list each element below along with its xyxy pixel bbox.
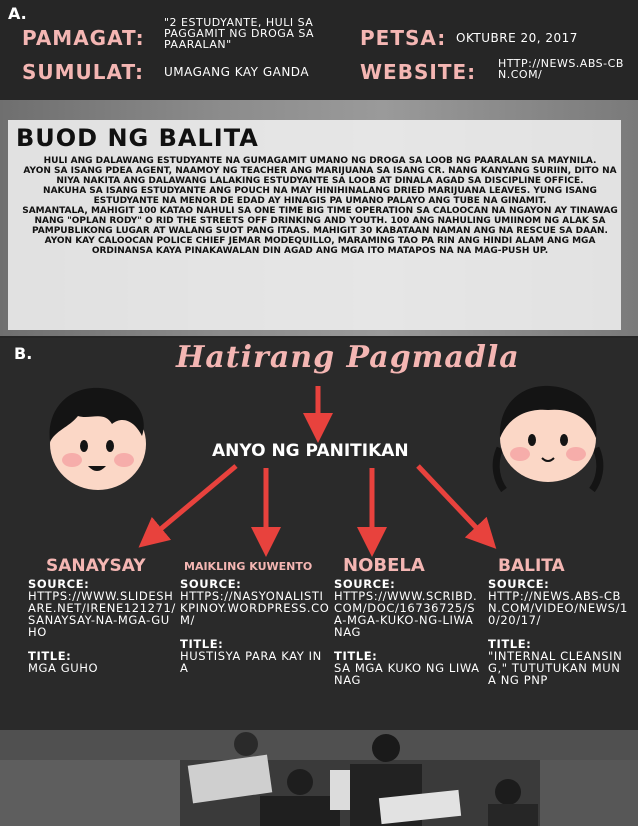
- summary-paragraph: AYON SA ISANG PDEA AGENT, NAAMOY NG TEACHER ANG MARIJUANA SA ISANG CR. NANG KANYANG SURIIN, DITO NA NIYA NAKITA ANG DALAWANG LALAKING ESTUDYANTE SA LOOB AT DINALA AGAD SA DISCIPLINE OFFICE.: [23, 166, 617, 186]
- anyo-ng-panitikan: ANYO NG PANITIKAN: [212, 441, 409, 461]
- source-label: SOURCE:: [28, 577, 90, 591]
- source-link[interactable]: HTTPS://WWW.SLIDESHARE.NET/IRENE121271/SANAYSAY-NA-MGA-GUHO: [28, 589, 176, 639]
- section-b-title: Hatirang Pagmadla: [176, 340, 520, 375]
- summary-text: [20, 156, 620, 256]
- pamagat-value: "2 ESTUDYANTE, HULI SA PAGGAMIT NG DROGA SA PAARALAN": [164, 16, 315, 51]
- summary-paragraph: AYON KAY CALOOCAN POLICE CHIEF JEMAR MODEQUILLO, MARAMING TAO PA RIN ANG HINDI ALAM ANG MGA ORDINANSA KAYA PINAKAWALAN DIN AGAD ANG MGA ITO MATAPOS NA NA MAG-PUSH UP.: [44, 236, 596, 256]
- sumulat-label: SUMULAT:: [22, 60, 145, 84]
- genre-column-nobela: [334, 578, 480, 686]
- sumulat-value: UMAGANG KAY GANDA: [164, 65, 310, 79]
- pamagat-label: PAMAGAT:: [22, 26, 145, 50]
- summary-title: BUOD NG BALITA: [16, 124, 259, 152]
- bottom-newspaper-photo: [0, 730, 638, 826]
- summary-paragraph: HULI ANG DALAWANG ESTUDYANTE NA GUMAGAMIT UMANO NG DROGA SA LOOB NG PAARALAN SA MAYNILA.: [43, 156, 597, 166]
- petsa-value: OKTUBRE 20, 2017: [456, 31, 578, 45]
- title-value: "INTERNAL CLEANSING," TUTUTUKAN MUNA NG PNP: [488, 649, 623, 687]
- title-label: TITLE:: [488, 637, 532, 651]
- website-label: WEBSITE:: [360, 60, 477, 84]
- website-value[interactable]: HTTP://NEWS.ABS-CBN.COM/: [498, 57, 624, 81]
- genre-sanaysay: SANAYSAY: [46, 556, 146, 576]
- source-label: SOURCE:: [488, 577, 550, 591]
- genre-column-sanaysay: [28, 578, 178, 674]
- title-label: TITLE:: [180, 637, 224, 651]
- title-value: HUSTISYA PARA KAY INA: [180, 649, 322, 675]
- title-value: MGA GUHO: [28, 661, 99, 675]
- genre-balita: BALITA: [498, 556, 565, 576]
- section-a-letter: A.: [8, 4, 27, 23]
- source-link[interactable]: HTTP://NEWS.ABS-CBN.COM/VIDEO/NEWS/10/20/17/: [488, 589, 628, 627]
- arrow-icon: [150, 466, 236, 538]
- source-label: SOURCE:: [334, 577, 396, 591]
- genre-column-maikling-kuwento: [180, 578, 330, 674]
- source-link[interactable]: HTTPS://NASYONALISTIKPINOY.WORDPRESS.COM/: [180, 589, 330, 627]
- summary-paragraph: NAKUHA SA ISANG ESTUDYANTE ANG POUCH NA MAY HINIHINALANG DRIED MARIJUANA LEAVES. YUNG ISANG ESTUDYANTE NA MENOR DE EDAD AY HINAGIS PA UMANO PALAYO ANG TUBE NA GINAMIT.: [43, 186, 597, 206]
- petsa-label: PETSA:: [360, 26, 447, 50]
- arrow-icon: [418, 466, 486, 538]
- genre-column-balita: [488, 578, 628, 686]
- genre-nobela: NOBELA: [343, 555, 425, 576]
- source-link[interactable]: HTTPS://WWW.SCRIBD.COM/DOC/16736725/SA-MGA-KUKO-NG-LIWANAG: [334, 589, 478, 639]
- genre-maikling-kuwento: MAIKLING KUWENTO: [184, 560, 313, 573]
- section-b-letter: B.: [14, 344, 33, 363]
- source-label: SOURCE:: [180, 577, 242, 591]
- arrows-diagram: [0, 380, 638, 560]
- summary-paragraph: SAMANTALA, MAHIGIT 100 KATAO NAHULI SA ONE TIME BIG TIME OPERATION SA CALOOCAN NA NGAYON AY TINAWAG NANG "OPLAN RODY" O RID THE STREETS OFF DRINKING AND YOUTH. 100 ANG NAHULING UMIINOM NG ALAK SA PAMPUBLIKONG LUGAR AT WALANG SUOT PANG ITAAS. MAHIGIT 30 KABATAAN NAMAN ANG NA RESCUE SA DAAN.: [22, 206, 618, 236]
- title-label: TITLE:: [334, 649, 378, 663]
- title-label: TITLE:: [28, 649, 72, 663]
- title-value: SA MGA KUKO NG LIWANAG: [334, 661, 480, 687]
